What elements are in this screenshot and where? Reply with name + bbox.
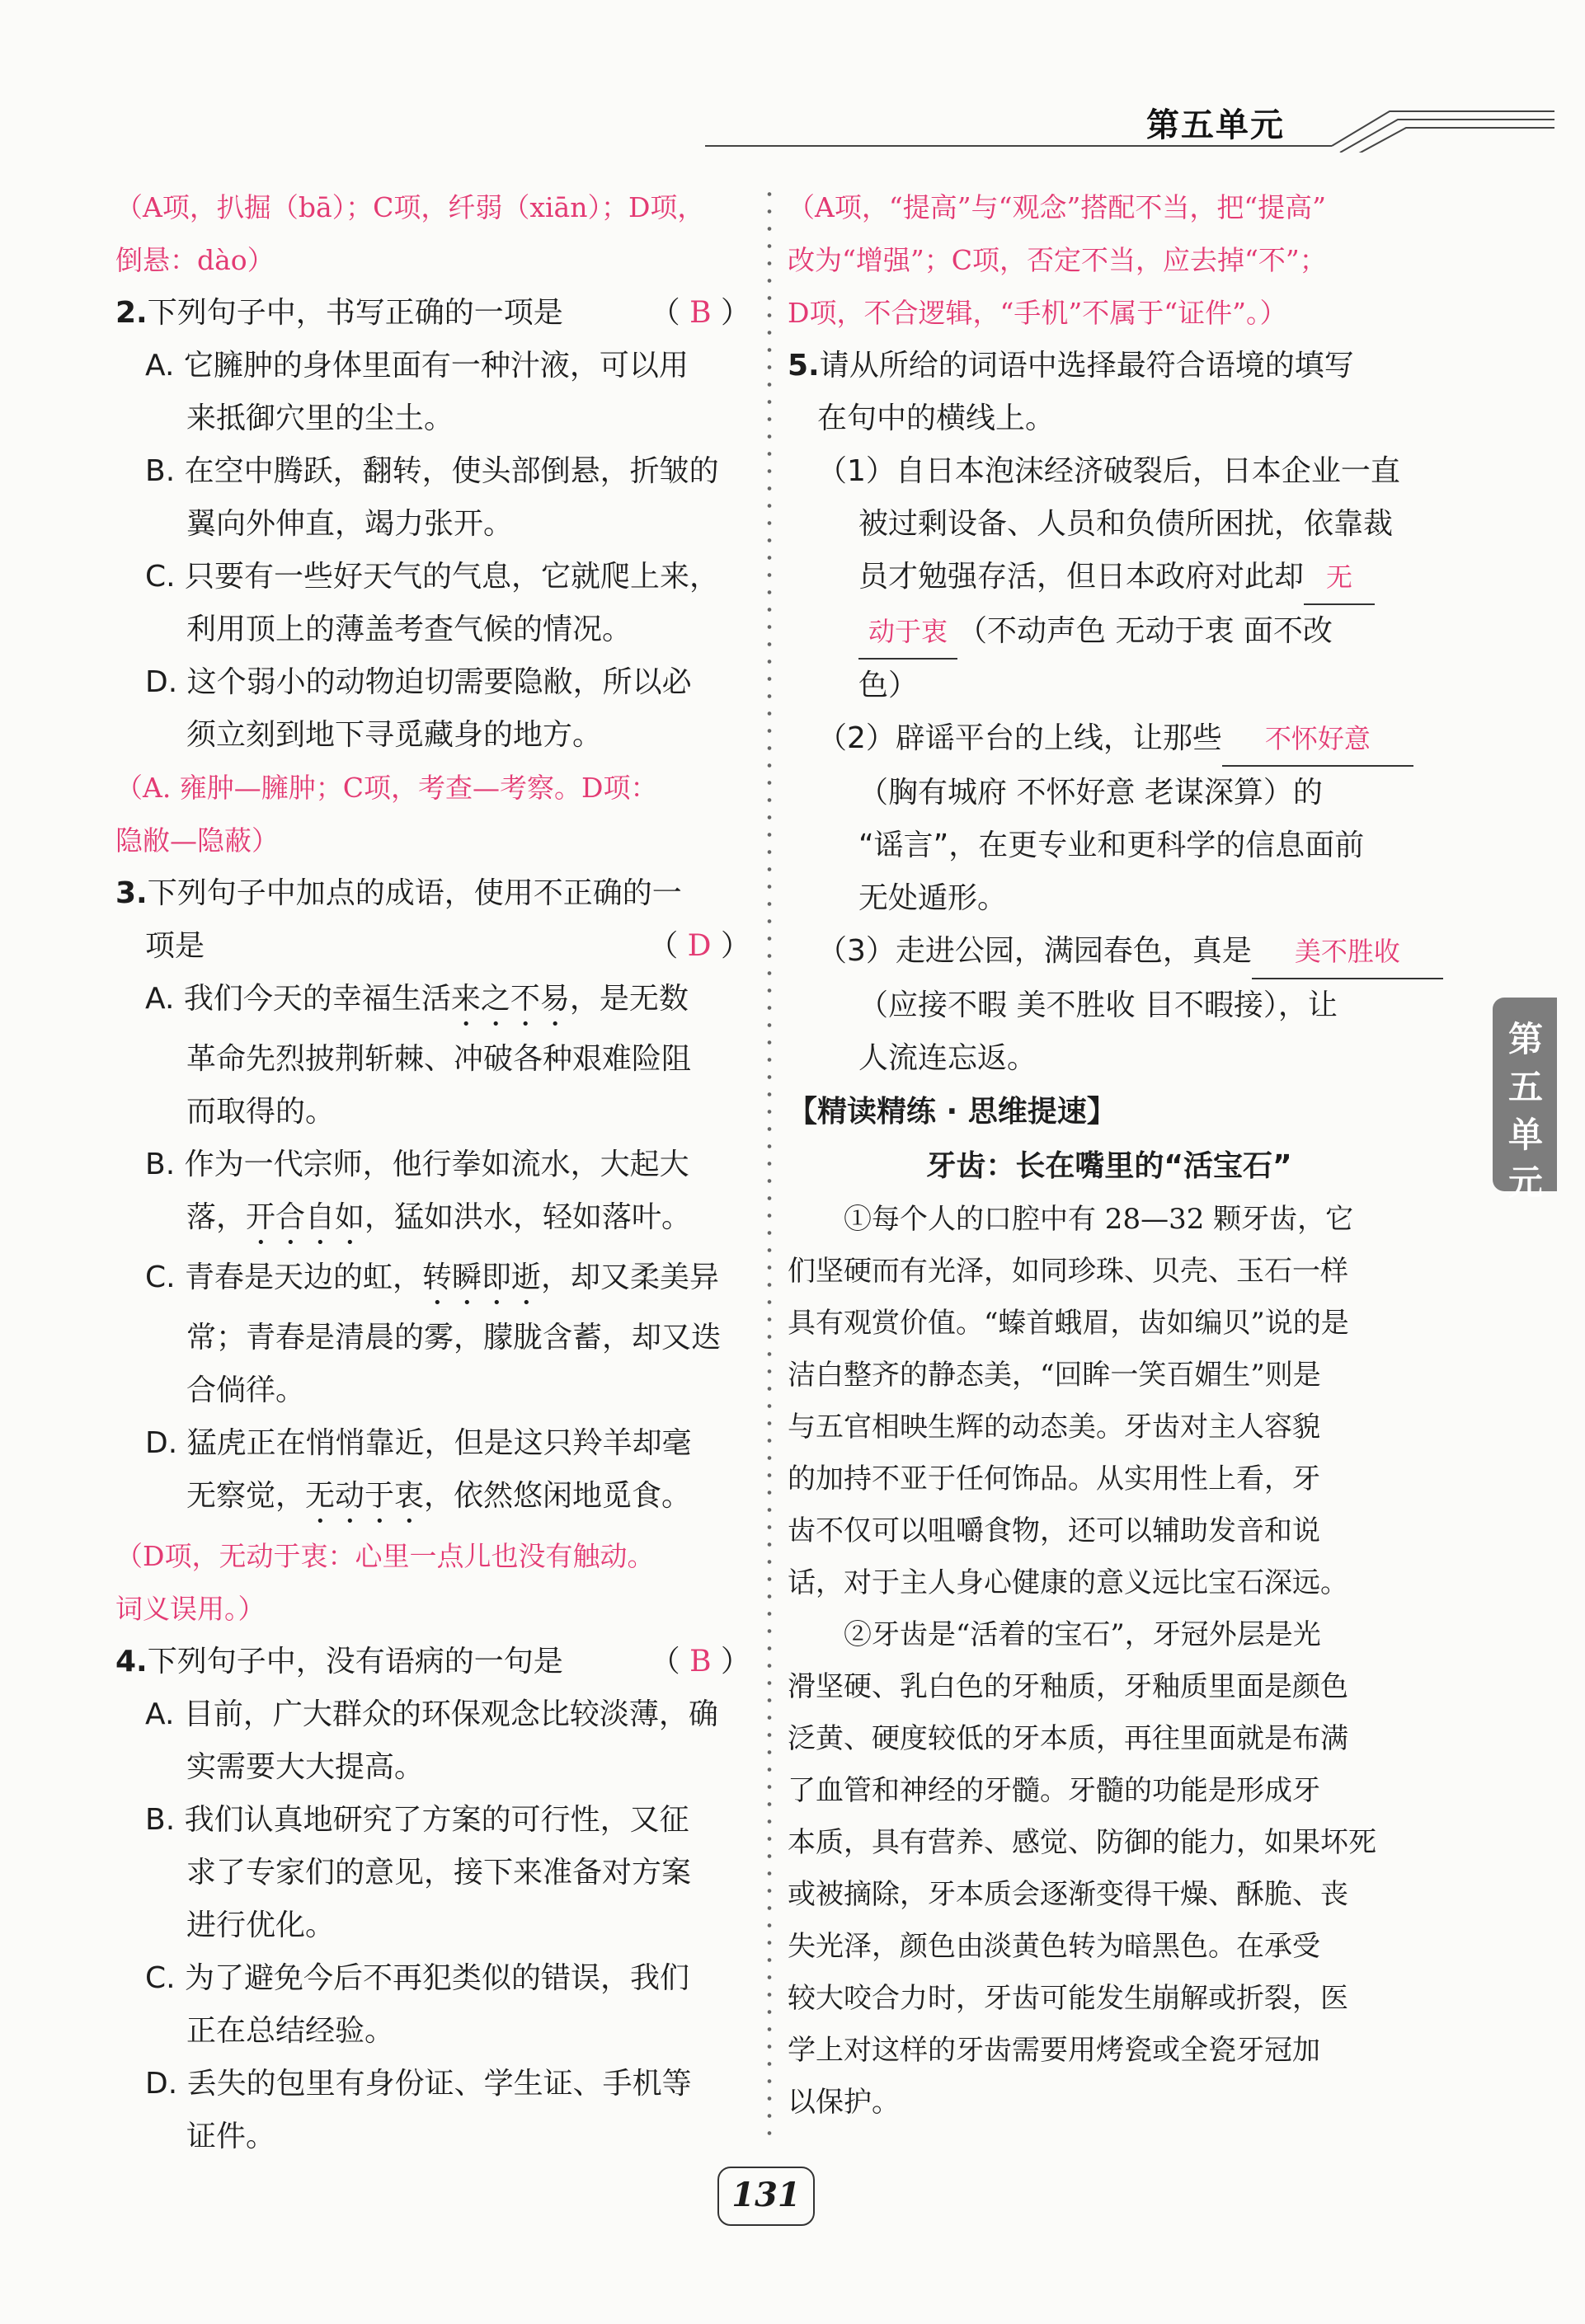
q2-stem-text: 下列句子中，书写正确的一项是 [147,296,563,330]
q3-option-b: B. 作为一代宗师，他行拳如流水，大起大 [145,1148,689,1181]
q4-number: 4. [115,1645,148,1678]
q4-note-line: D项，不合逻辑，“手机”不属于“证件”。） [788,297,1287,329]
para1-line: 与五官相映生辉的动态美。牙齿对主人容貌 [788,1411,1320,1444]
q3-option-d: D. 猛虎正在悄悄靠近，但是这只羚羊却毫 [145,1426,692,1460]
q4-answer-paren: （ B ） [650,1645,750,1678]
q3-note-line: （D项，无动于衷：心里一点儿也没有触动。 [115,1540,655,1572]
q3-stem-cont [115,920,750,973]
q2-option-b: B. 在空中腾跃，翻转，使头部倒悬，折皱的 [145,454,719,488]
q5-item2-cont: “谣言”，在更专业和更科学的信息面前 [858,829,1365,862]
q5-item1-blank-cont: 动于衷 [858,605,957,660]
q3-answer: D [687,929,712,963]
q3-option-a: A. 我们今天的幸福生活来之不易，是无数 [145,982,689,1016]
para1-line: 话，对于主人身心健康的意义远比宝石深远。 [788,1566,1348,1599]
q5-item1: （1）自日本泡沫经济破裂后，日本企业一直 [817,454,1400,488]
section-heading: 【精读精练 · 思维提速】 [788,1095,1117,1129]
q5-item2-cont: （胸有城府 不怀好意 老谋深算）的 [858,776,1323,810]
q2-option-d: D. 这个弱小的动物迫切需要隐敝，所以必 [145,665,692,699]
unit-title: 第五单元 [1146,106,1285,144]
para1-line: 的加持不亚于任何饰品。从实用性上看，牙 [788,1462,1320,1495]
q3-idiom-c: 转瞬即逝 [422,1261,542,1294]
para2-line: 以保护。 [788,2086,900,2119]
q2-option-c-cont: 利用顶上的薄盖考查气候的情况。 [186,613,633,646]
q3-stem-text: 下列句子中加点的成语，使用不正确的一 [147,876,682,910]
q2-option-a: A. 它臃肿的身体里面有一种汁液，可以用 [145,349,689,383]
para2-line: 滑坚硬、乳白色的牙釉质，牙釉质里面是颜色 [788,1670,1348,1703]
q2-answer: B [689,296,712,330]
q3-note-line: 词义误用。） [115,1593,266,1625]
q3-option-a-cont: 革命先烈披荆斩棘、冲破各种艰难险阻 [186,1042,692,1076]
q2-option-d-cont: 须立刻到地下寻觅藏身的地方。 [186,718,603,752]
q4-option-b-cont: 求了专家们的意见，接下来准备对方案 [186,1856,692,1890]
q3-stem-text-cont: 项是 [145,929,205,963]
q2-note-line: （A. 雍肿—臃肿；C项，考查—考察。D项： [115,772,658,804]
para1-line: 洁白整齐的静态美，“回眸一笑百媚生”则是 [788,1359,1321,1392]
q4-option-c: C. 为了避免今后不再犯类似的错误，我们 [145,1961,690,1995]
q4-option-b-cont: 进行优化。 [186,1908,336,1942]
q3-option-c: C. 青春是天边的虹，转瞬即逝，却又柔美异 [145,1261,720,1294]
q3-option-c-cont: 合倘徉。 [186,1373,306,1407]
q4-option-a-cont: 实需要大大提高。 [186,1750,425,1784]
q5-item3: （3）走进公园，满园春色，真是 美不胜收 [788,925,1431,979]
q1-note-line: 倒悬：dào） [115,244,275,276]
q4-answer: B [689,1645,712,1678]
q2-note-line: 隐敝—隐蔽） [115,824,279,857]
q5-item1-cont: 动于衷 （不动声色 无动于衷 面不改 [788,605,1431,660]
left-column [115,181,750,2163]
q3-option-c-cont: 常；青春是清晨的雾，朦胧含蓄，却又迭 [186,1321,722,1354]
column-divider [765,185,774,2143]
q1-note-line: （A项，扒掘（bā）；C项，纤弱（xiān）；D项， [115,191,705,223]
q5-item3-cont: （应接不暇 美不胜收 目不暇接），让 [858,988,1338,1022]
q3-idiom-a: 来之不易 [450,982,570,1016]
q3-number: 3. [115,876,148,910]
q3-option-a-cont: 而取得的。 [186,1095,336,1129]
q4-option-d: D. 丢失的包里有身份证、学生证、手机等 [145,2067,692,2101]
q2-option-b-cont: 翼向外伸直，竭力张开。 [186,507,514,541]
para2-line: 较大咬合力时，牙齿可能发生崩解或折裂，医 [788,1982,1348,2015]
q3-answer-paren: （ D ） [648,929,750,963]
q3-option-b-cont: 落，开合自如，猛如洪水，轻如落叶。 [186,1200,692,1234]
q5-item1-blank: 无 [1304,551,1375,605]
q4-option-a: A. 目前，广大群众的环保观念比较淡薄，确 [145,1697,718,1731]
q2-option-c: C. 只要有一些好天气的气息，它就爬上来， [145,560,720,594]
q5-item2-cont: 无处遁形。 [858,881,1008,915]
header-decoration [705,78,1554,153]
q2-answer-paren: （ B ） [650,296,750,330]
right-column [788,181,1431,2129]
q5-stem-cont: 在句中的横线上。 [817,401,1056,435]
para2-line: 本质，具有营养、感觉、防御的能力，如果坏死 [788,1826,1376,1859]
q3-idiom-b: 开合自如 [246,1200,365,1234]
q5-item2-blank: 不怀好意 [1222,712,1413,767]
page-number: 131 [717,2167,815,2226]
q4-option-d-cont: 证件。 [186,2120,276,2153]
q5-number: 5. [788,349,820,383]
q5-stem [788,340,1431,392]
para2-line: 失光泽，颜色由淡黄色转为暗黑色。在承受 [788,1930,1320,1963]
para1-line: 们坚硬而有光泽，如同珍珠、贝壳、玉石一样 [788,1255,1348,1288]
q4-note-line: （A项，“提高”与“观念”搭配不当，把“提高” [788,191,1327,223]
para2-line: ②牙齿是“活着的宝石”，牙冠外层是光 [844,1618,1321,1651]
q5-stem-text: 请从所给的词语中选择最符合语境的填写 [819,349,1354,383]
para1-line: ①每个人的口腔中有 28—32 颗牙齿，它 [844,1203,1354,1236]
q5-item3-blank: 美不胜收 [1252,925,1443,979]
q5-item3-cont: 人流连忘返。 [858,1041,1037,1075]
article-title: 牙齿：长在嘴里的“活宝石” [926,1149,1292,1183]
q3-option-d-cont: 无察觉，无动于衷，依然悠闲地觅食。 [186,1479,692,1513]
q4-stem [115,1636,750,1688]
q3-idiom-d: 无动于衷 [305,1479,425,1513]
q2-option-a-cont: 来抵御穴里的尘土。 [186,401,454,435]
q5-item1-cont: 被过剩设备、人员和负债所困扰，依靠裁 [858,507,1394,541]
q5-item1-cont: 色） [858,669,919,702]
para1-line: 齿不仅可以咀嚼食物，还可以辅助发音和说 [788,1514,1320,1547]
q2-number: 2. [115,296,148,330]
q4-stem-text: 下列句子中，没有语病的一句是 [147,1645,563,1678]
unit-side-tab [1493,998,1557,1203]
q5-item2: （2）辟谣平台的上线，让那些 不怀好意 [788,712,1431,767]
para1-line: 具有观赏价值。“螓首蛾眉，齿如编贝”说的是 [788,1307,1349,1340]
q4-option-c-cont: 正在总结经验。 [186,2014,395,2048]
para2-line: 了血管和神经的牙髓。牙髓的功能是形成牙 [788,1774,1320,1807]
q4-option-b: B. 我们认真地研究了方案的可行性，又征 [145,1803,689,1837]
q2-stem [115,287,750,340]
side-tab-label: 第五单元 [1507,1019,1543,1203]
para2-line: 学上对这样的牙齿需要用烤瓷或全瓷牙冠加 [788,2034,1320,2067]
q3-stem [115,867,750,920]
para2-line: 泛黄、硬度较低的牙本质，再往里面就是布满 [788,1722,1348,1755]
para2-line: 或被摘除，牙本质会逐渐变得干燥、酥脆、丧 [788,1878,1348,1911]
q5-item1-cont: 员才勉强存活，但日本政府对此却 无 [788,551,1431,605]
q4-note-line: 改为“增强”；C项，否定不当，应去掉“不”； [788,244,1327,276]
